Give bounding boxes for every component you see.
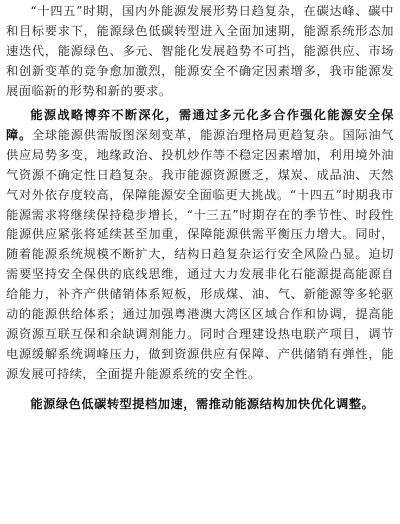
paragraph-intro	[6, 2, 394, 102]
paragraph-energy-security-lead: 能源战略博弈不断深化，需通过多元化多合作强化能源安全保障。	[6, 107, 394, 142]
paragraph-energy-security-body: 全球能源供需版图深刻变革，能源治理格局更趋复杂。国际油气供应局势多变，地缘政治、投机炒作等不稳定因素增加，利用境外油气资源不确定性日趋复杂。我市能源资源匮乏，煤炭、成品油、天然气对外依存度较高，保障能源安全面临更大挑战。“十四五”时期我市能源需求将继续保持稳步增长，“十三五”时期存在的季节性、时段性能源供应紧张将延续甚至加重，保障能源供需平衡压力增大。同时，随着能源系统规模不断扩大，结构日趋复杂运行安全风险凸显。迫切需要坚持安全保供的底线思维，通过大力发展非化石能源提高能源自给能力，补齐产供储销体系短板，形成煤、油、气、新能源等多轮驱动的能源供给体系；通过加强粤港澳大湾区区域合作和协调，提高能源资源互联互保和余缺调剂能力。同时合理建设热电联产项目，调节电源缓解系统调峰压力，做到资源供应有保障、产供储销有弹性，能源发展可持续，全面提升能源系统的安全性。	[6, 127, 394, 382]
section-heading-green-transition: 能源绿色低碳转型提档加速，需推动能源结构加快优化调整。	[30, 397, 375, 412]
paragraph-intro-body: “十四五”时期，国内外能源发展形势日趋复杂，在碳达峰、碳中和目标要求下，能源绿色低碳转型进入全面加速期，能源系统形态加速迭代，能源绿色、多元、智能化发展趋势不可挡，能源供应、市场和创新变革的竞争愈加激烈，能源安全不确定因素增多，我市能源发展面临新的形势和新的要求。	[6, 4, 394, 98]
paragraph-energy-security	[6, 106, 394, 385]
